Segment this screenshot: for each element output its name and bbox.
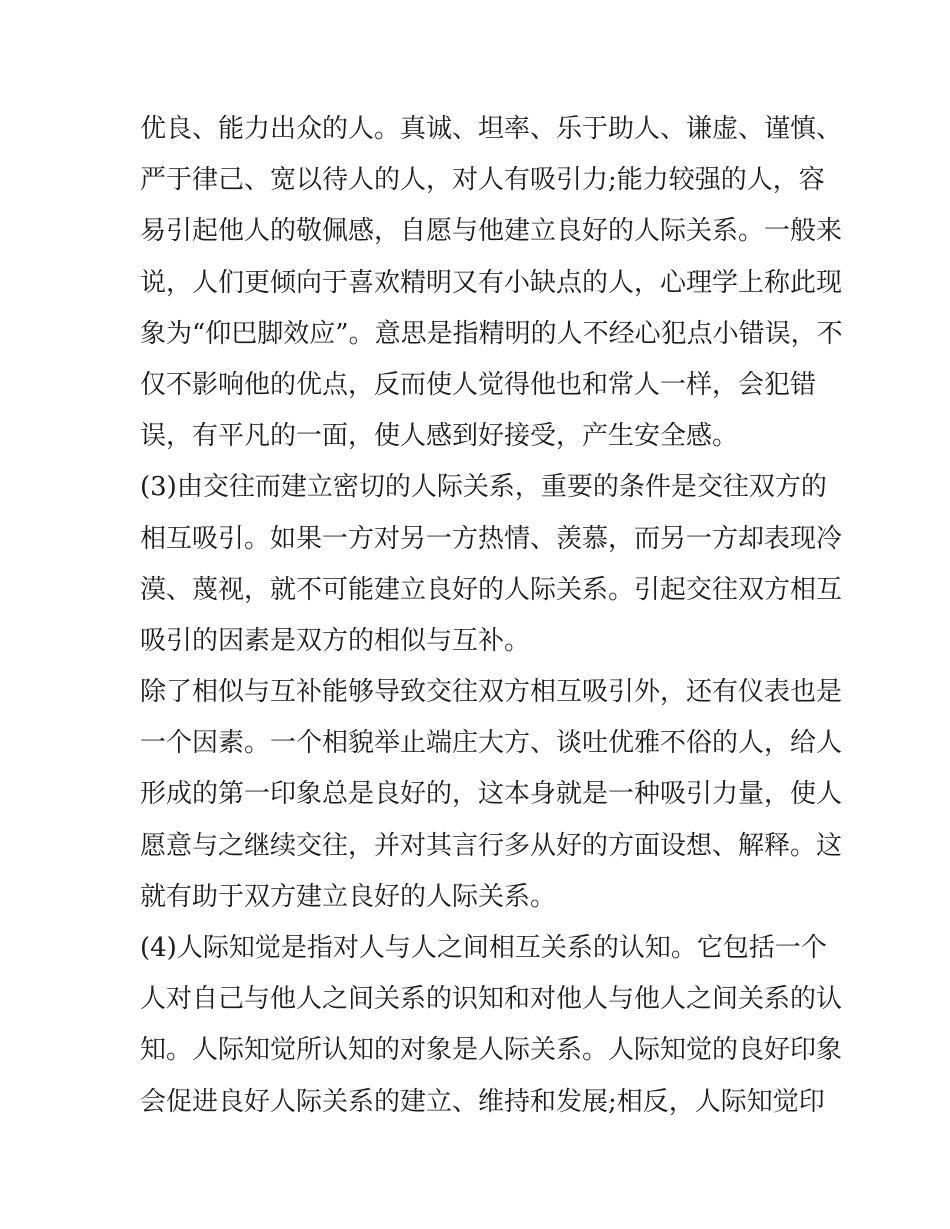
text-line: 仅不影响他的优点，反而使人觉得他也和常人一样，会犯错: [140, 369, 817, 400]
text-line: 形成的第一印象总是良好的，这本身就是一种吸引力量，使人: [140, 779, 843, 810]
text-line: 严于律己、宽以待人的人，对人有吸引力;能力较强的人，容: [140, 165, 825, 196]
text-line: 易引起他人的敬佩感，自愿与他建立良好的人际关系。一般来: [140, 216, 843, 247]
body-text: [140, 104, 843, 1128]
paragraph-4-start: (4)人际知觉是指对人与人之间相互关系的认知。它包括一个: [140, 933, 827, 963]
text-line: 就有助于双方建立良好的人际关系。: [140, 881, 557, 912]
text-line: 一个因素。一个相貌举止端庄大方、谈吐优雅不俗的人，给人: [140, 728, 843, 759]
text-line: 漠、蔑视，就不可能建立良好的人际关系。引起交往双方相互: [140, 574, 843, 605]
text-line: 优良、能力出众的人。真诚、坦率、乐于助人、谦虚、谨慎、: [140, 114, 843, 144]
text-line: 误，有平凡的一面，使人感到好接受，产生安全感。: [140, 421, 739, 452]
paragraph-appearance-start: 除了相似与互补能够导致交往双方相互吸引外，还有仪表也是: [140, 677, 843, 708]
text-line: 相互吸引。如果一方对另一方热情、羡慕，而另一方却表现冷: [140, 523, 843, 554]
text-line: 知。人际知觉所认知的对象是人际关系。人际知觉的良好印象: [140, 1035, 843, 1066]
text-line: 吸引的因素是双方的相似与互补。: [140, 625, 531, 656]
text-line: 会促进良好人际关系的建立、维持和发展;相反，人际知觉印: [140, 1086, 825, 1117]
text-line: 人对自己与他人之间关系的识知和对他人与他人之间关系的认: [140, 984, 843, 1015]
text-line: 象为“仰巴脚效应”。意思是指精明的人不经心犯点小错误，不: [140, 318, 843, 349]
text-line: 说，人们更倾向于喜欢精明又有小缺点的人，心理学上称此现: [140, 267, 843, 298]
text-line: 愿意与之继续交往，并对其言行多从好的方面设想、解释。这: [140, 830, 843, 861]
paragraph-3-start: (3)由交往而建立密切的人际关系，重要的条件是交往双方的: [140, 472, 827, 503]
